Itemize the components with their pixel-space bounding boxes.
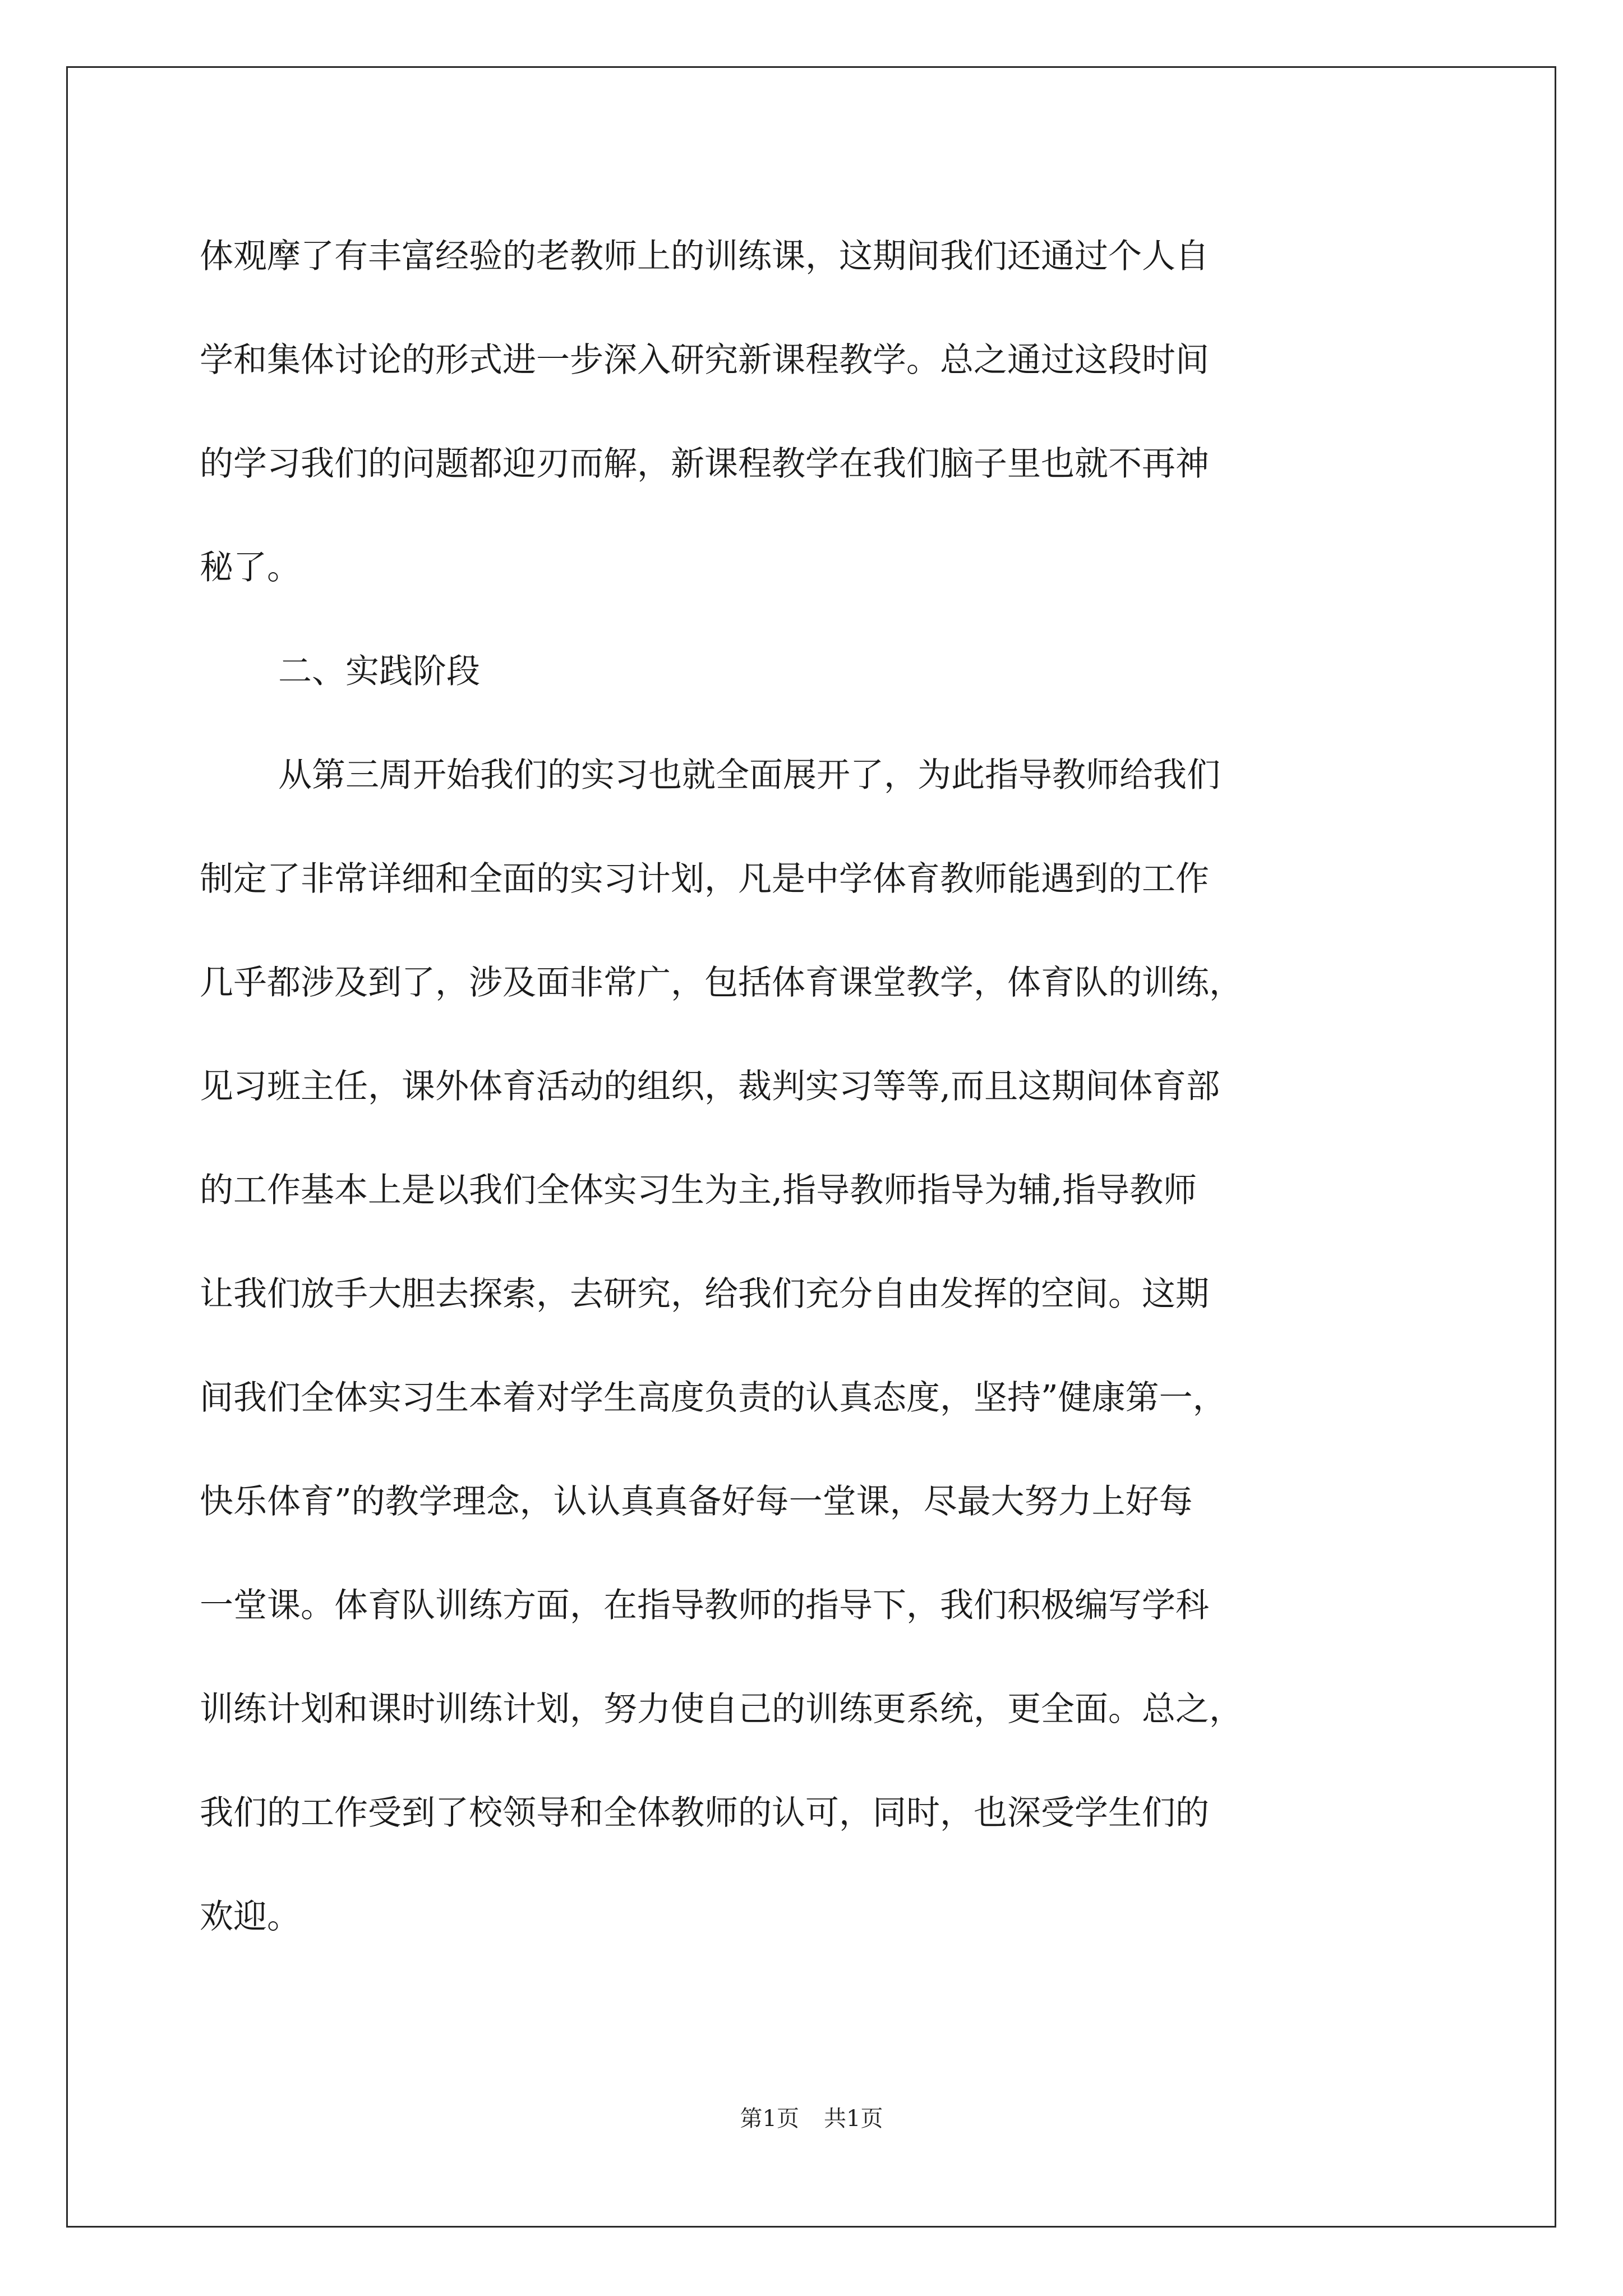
text-line: 制定了非常详细和全面的实习计划，凡是中学体育教师能遇到的工作	[200, 859, 1209, 899]
text-line: 一堂课。体育队训练方面，在指导教师的指导下，我们积极编写学科	[200, 1586, 1209, 1625]
text-line: 的工作基本上是以我们全体实习生为主,指导教师指导为辅,指导教师	[200, 1171, 1197, 1210]
text-line: 欢迎。	[200, 1897, 301, 1936]
text-line: 几乎都涉及到了，涉及面非常广，包括体育课堂教学，体育队的训练，	[200, 963, 1243, 1002]
text-line: 从第三周开始我们的实习也就全面展开了，为此指导教师给我们	[278, 756, 1220, 795]
text-line: 秘了。	[200, 548, 301, 587]
text-line: 的学习我们的问题都迎刃而解，新课程教学在我们脑子里也就不再神	[200, 444, 1209, 484]
text-line: 间我们全体实习生本着对学生高度负责的认真态度，坚持”健康第一，	[200, 1378, 1227, 1418]
text-line: 让我们放手大胆去探索，去研究，给我们充分自由发挥的空间。这期	[200, 1274, 1209, 1314]
text-line: 见习班主任，课外体育活动的组织，裁判实习等等,而且这期间体育部	[200, 1067, 1220, 1106]
text-line: 学和集体讨论的形式进一步深入研究新课程教学。总之通过这段时间	[200, 341, 1209, 380]
page-number: 第1页	[740, 2106, 799, 2132]
document-body	[200, 205, 1428, 1969]
text-line: 我们的工作受到了校领导和全体教师的认可，同时，也深受学生们的	[200, 1793, 1209, 1833]
page-footer	[0, 2101, 1623, 2133]
text-line: 体观摩了有丰富经验的老教师上的训练课，这期间我们还通过个人自	[200, 237, 1209, 276]
text-line: 快乐体育”的教学理念，认认真真备好每一堂课，尽最大努力上好每	[200, 1482, 1193, 1521]
page-total: 共1页	[824, 2106, 883, 2132]
text-line: 训练计划和课时训练计划，努力使自己的训练更系统，更全面。总之，	[200, 1690, 1243, 1729]
text-line: 二、实践阶段	[278, 652, 480, 691]
